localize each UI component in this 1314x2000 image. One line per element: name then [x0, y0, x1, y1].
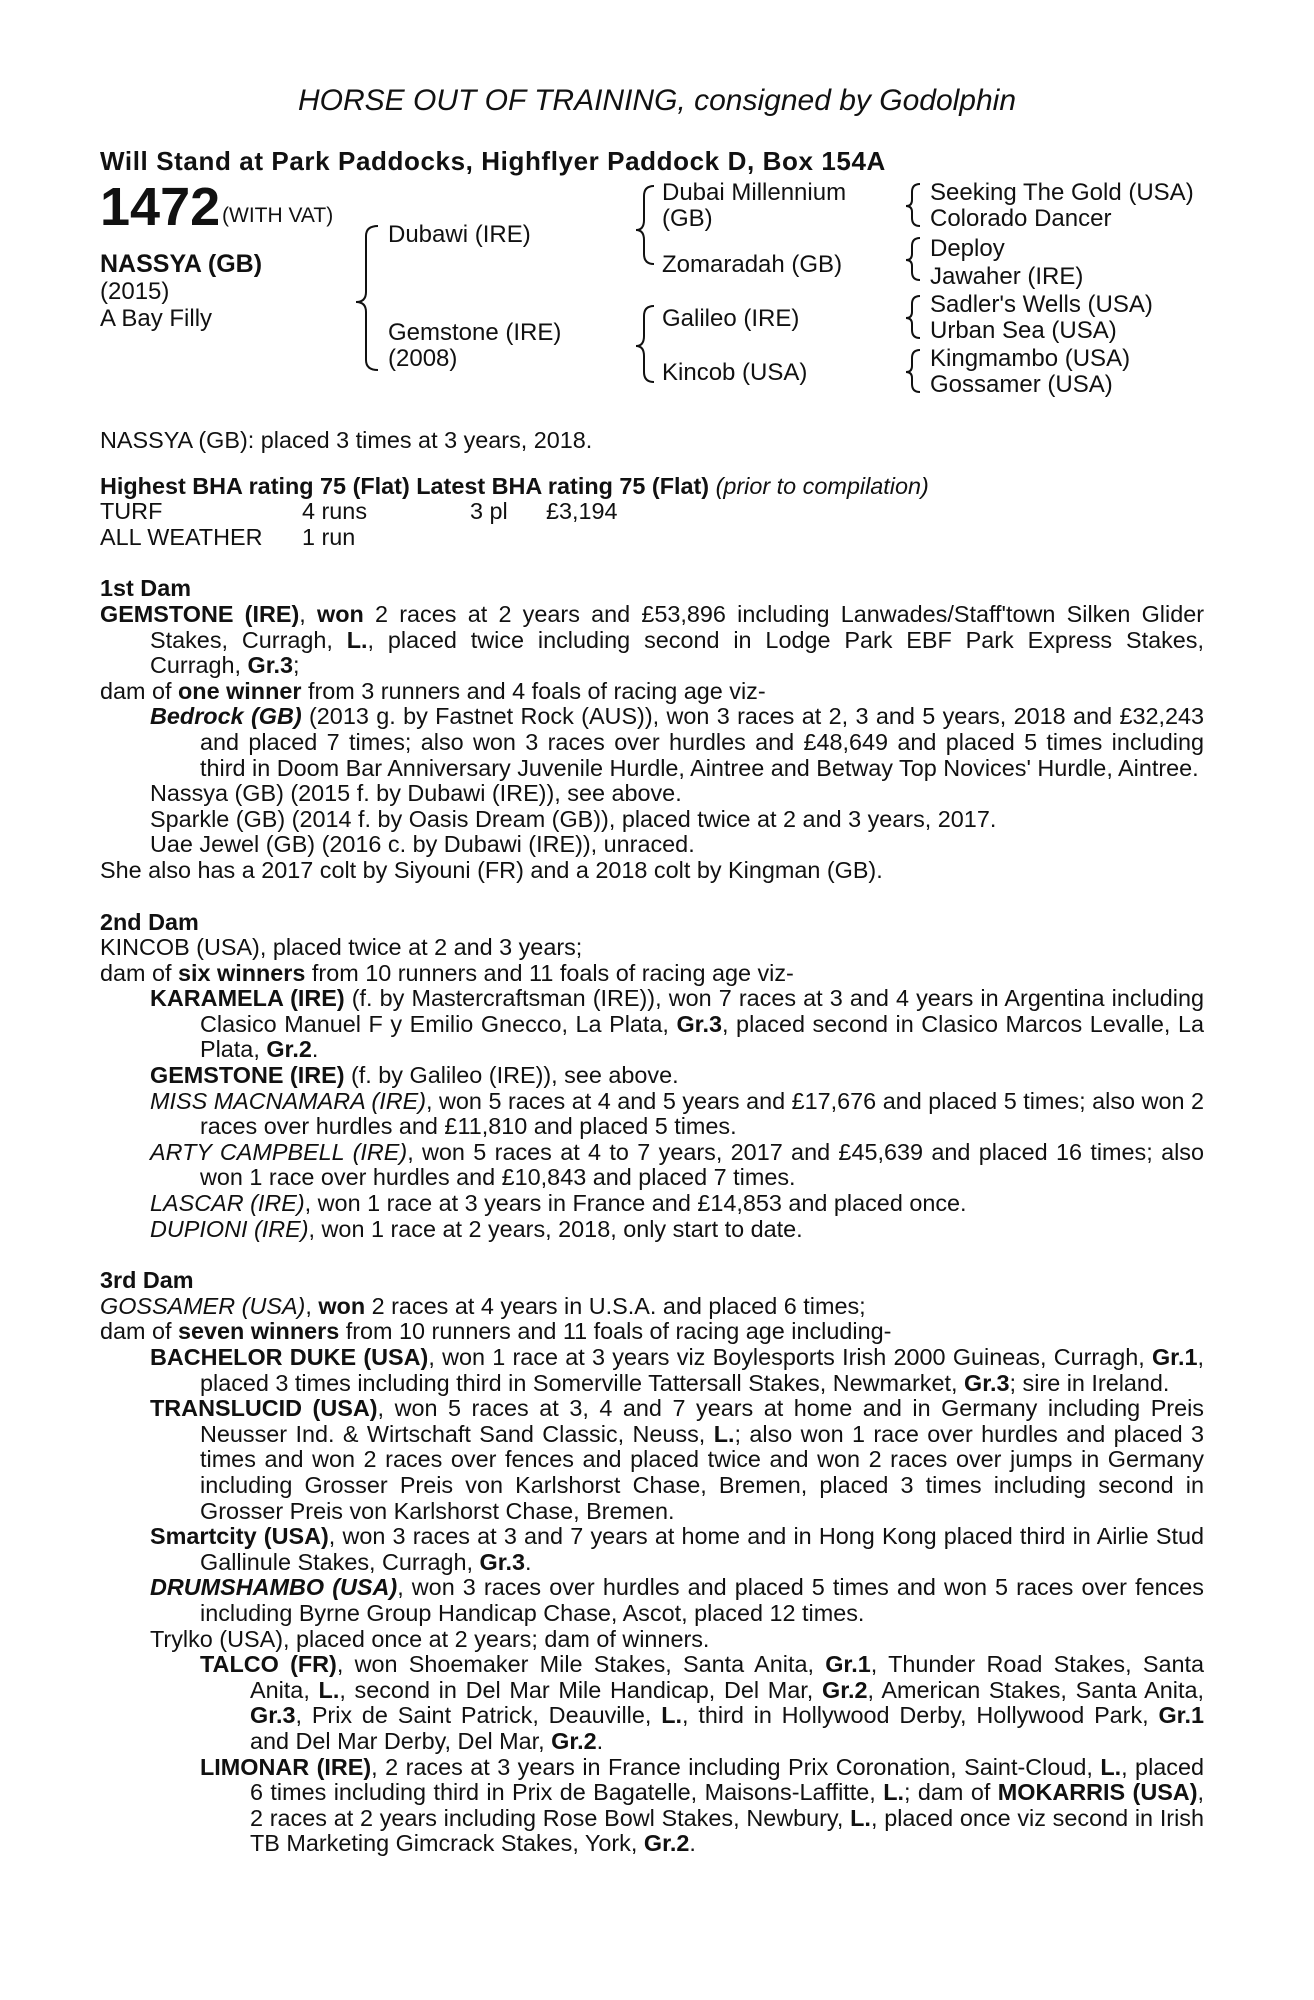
dam3-grandfoal-2-end: . [689, 1830, 696, 1857]
dam1-foal-3: Sparkle (GB) (2014 f. by Oasis Dream (GB)), placed twice at 2 and 3 years, 2017. [150, 805, 997, 832]
dam-sire-sire: Sadler's Wells (USA) [930, 291, 1153, 318]
dam3-foal-4-text: , won 3 races over hurdles and placed 5 times and won 5 races over fences including Byrne Group Handicap Chase, Ascot, placed 12 times. [200, 1574, 1204, 1626]
dam3-grandfoal-2-e: , placed once viz second in Irish TB Marketing Gimcrack Stakes, York, [250, 1804, 1205, 1857]
dam3-foal-3-grade: Gr.3 [479, 1548, 526, 1575]
lot-number: 1472 [100, 177, 221, 237]
dam3-grandfoal-1-b: , Thunder Road Stakes, Santa Anita, [250, 1651, 1205, 1703]
dam-dam-sire: Kingmambo (USA) [930, 345, 1131, 372]
sire-sire-dam: Colorado Dancer [930, 205, 1112, 232]
dam2-record: KINCOB (USA), placed twice at 2 and 3 years; [100, 934, 583, 961]
dam2-dam-of: dam of [100, 959, 179, 986]
dam3-grandfoal-1-f: , third in Hollywood Derby, Hollywood Park, [682, 1702, 1159, 1729]
dam1-foal-1-text: (2013 g. by Fastnet Rock (AUS)), won 3 races at 2, 3 and 5 years, 2018 and £32,243 and placed 7 times; also won 3 races over hurdles and £48,649 and placed 5 times including third in Doom Bar Anniversary Juvenile Hurdle, Aintree and Betway Top Novices' Hurdle, Aintree. [200, 703, 1204, 781]
dam3-foal-5: Trylko (USA), placed once at 2 years; dam of winners. [150, 1625, 710, 1652]
dam3-foal-1-text2: , placed 3 times including third in Somerville Tattersall Stakes, Newmarket, [200, 1344, 1204, 1396]
dam3-grandfoal-1-end: . [596, 1727, 604, 1754]
stand-location: Will Stand at Park Paddocks, Highflyer Paddock D, Box 154A [100, 146, 886, 176]
dam3-grandfoal-1-g: and Del Mar Derby, Del Mar, [250, 1727, 552, 1754]
sire-sire: Dubai Millennium [662, 179, 847, 206]
dam3-foal-2 [100, 1396, 1204, 1524]
dam1-text2: , placed twice including second in Lodge Park EBF Park Express Stakes, Curragh, [150, 626, 1204, 679]
rating-note: (prior to compilation) [715, 472, 929, 499]
dam: Gemstone (IRE) [388, 319, 562, 346]
dam2-foal-4 [100, 1140, 1204, 1191]
dam3-foal-1-grade2: Gr.3 [964, 1369, 1010, 1396]
sire-dam: Zomaradah (GB) [662, 251, 843, 278]
dam3-heading: 3rd Dam [100, 1267, 194, 1294]
dam1-comma: , [299, 600, 317, 627]
turf-placed: 3 pl [470, 498, 508, 525]
bracket-sire [636, 186, 654, 264]
sire: Dubawi (IRE) [388, 221, 531, 248]
dam2-foal-5-text: , won 1 race at 3 years in France and £14,853 and placed once. [304, 1190, 967, 1217]
rating-line [100, 474, 1204, 500]
turf-runs: 4 runs [302, 498, 368, 525]
dam1-dam-of: dam of [100, 677, 179, 704]
vat-note: (WITH VAT) [222, 204, 334, 227]
aw-row [100, 525, 1204, 551]
dam1-winners: one winner [178, 677, 302, 704]
dam2-heading: 2nd Dam [100, 908, 199, 935]
dam3-foal-3-name: Smartcity (USA) [150, 1523, 329, 1550]
dam2-foal-2-name: GEMSTONE (IRE) [150, 1062, 345, 1089]
page-title: HORSE OUT OF TRAINING, consigned by Godolphin [297, 84, 1017, 117]
dam2-foal-5-name: LASCAR (IRE) [150, 1190, 305, 1217]
sire-dam-dam: Jawaher (IRE) [930, 263, 1084, 290]
dam3-grandfoal-1-grade1: Gr.1 [825, 1651, 871, 1678]
dam3-won: won [318, 1292, 366, 1319]
dam2-foal-6-name: DUPIONI (IRE) [150, 1215, 309, 1242]
dam2-foal-6-text: , won 1 race at 2 years, 2018, only start to date. [308, 1215, 803, 1242]
dam2-foal-2 [100, 1063, 1204, 1089]
dam1-text: 2 races at 2 years and £53,896 including Lanwades/Staff'town Silken Glider Stakes, Curragh, [150, 600, 1205, 653]
aw-label: ALL WEATHER [100, 523, 263, 550]
bracket-ss [906, 184, 920, 226]
dam-dam: Kincob (USA) [662, 359, 808, 386]
sire-sire-suffix: (GB) [662, 205, 713, 232]
dam3-grandfoal-1-c: , second in Del Mar Mile Handicap, Del Mar, [339, 1676, 822, 1703]
dam3-grandfoal-2-d: , 2 races at 2 years including Rose Bowl Stakes, Newbury, [250, 1779, 1204, 1831]
aw-runs: 1 run [302, 523, 356, 550]
dam-sire-dam: Urban Sea (USA) [930, 317, 1117, 344]
dam2-produce-rest: from 10 runners and 11 foals of racing age viz- [305, 959, 794, 986]
bracket-dam [636, 306, 654, 382]
dam1-also-has: She also has a 2017 colt by Siyouni (FR) and a 2018 colt by Kingman (GB). [100, 856, 883, 883]
dam3-grandfoal-2-listed3: L. [850, 1804, 871, 1831]
dam3-foal-1-grade: Gr.1 [1151, 1344, 1198, 1370]
dam3-foal-2-listed: L. [713, 1420, 735, 1447]
dam2-foal-4-name: ARTY CAMPBELL (IRE) [150, 1138, 408, 1165]
dam3-produce-rest: from 10 runners and 11 foals of racing age including- [339, 1318, 892, 1345]
dam3-foal-4-name: DRUMSHAMBO (USA) [150, 1574, 398, 1601]
dam-year: (2008) [388, 345, 458, 372]
turf-label: TURF [100, 498, 163, 525]
dam2-foal-3-name: MISS MACNAMARA (IRE) [150, 1087, 426, 1114]
dam3-produce [100, 1319, 1204, 1345]
dam3-dam-of: dam of [100, 1318, 179, 1345]
dam3-grandfoal-1-d: , American Stakes, Santa Anita, [867, 1676, 1204, 1703]
turf-earnings: £3,194 [546, 498, 618, 525]
dam3-grandfoal-1-grade5: Gr.2 [551, 1727, 597, 1754]
dam1-foal-1-name: Bedrock (GB) [150, 703, 302, 730]
dam3-foal-4 [100, 1575, 1204, 1626]
dam2-foal-1 [100, 986, 1204, 1063]
dam3-foal-1-name: BACHELOR DUKE (USA) [150, 1344, 429, 1370]
dam3-grandfoal-1-listed: L. [318, 1676, 340, 1703]
dam3-name: GOSSAMER (USA) [100, 1292, 306, 1319]
dam3-grandfoal-1-grade4: Gr.1 [1158, 1702, 1204, 1729]
dam2-foal-3-text: , won 5 races at 4 and 5 years and £17,676 and placed 5 times; also won 2 races over hurdles and £11,810 and placed 5 times. [200, 1087, 1205, 1140]
placed-summary: NASSYA (GB): placed 3 times at 3 years, 2018. [100, 427, 593, 453]
dam3-grandfoal-1-e: , Prix de Saint Patrick, Deauville, [295, 1702, 662, 1729]
dam1-foal-2: Nassya (GB) (2015 f. by Dubawi (IRE)), see above. [150, 780, 682, 807]
dam2-winners: six winners [178, 959, 306, 986]
dam3-foal-2-name: TRANSLUCID (USA) [150, 1395, 378, 1422]
dam3-foal-3-end: . [525, 1548, 532, 1575]
sire-sire-sire: Seeking The Gold (USA) [930, 179, 1194, 206]
dam3-grandfoal-2-a: , 2 races at 3 years in France including Prix Coronation, Saint-Cloud, [371, 1753, 1101, 1780]
dam2-foal-3 [100, 1089, 1204, 1140]
dam3-grandfoal-1-a: , won Shoemaker Mile Stakes, Santa Anita, [336, 1651, 826, 1678]
bracket-sd [906, 238, 920, 280]
dam3-grandfoal-2-listed: L. [1100, 1753, 1122, 1780]
dam3-grandfoal-2 [100, 1755, 1204, 1857]
bracket-dd [906, 350, 920, 392]
dam3-comma: , [305, 1292, 319, 1319]
bracket-ds [906, 296, 920, 338]
dam3-grandfoal-2-c: ; dam of [904, 1779, 998, 1806]
dam3-grandfoal-1-grade2: Gr.2 [822, 1676, 868, 1703]
dam-dam-dam: Gossamer (USA) [930, 371, 1113, 398]
dam3-grandfoal-1-grade3: Gr.3 [250, 1702, 296, 1729]
dam2-foal-1-grade: Gr.3 [676, 1010, 722, 1037]
dam2-foal-4-text: , won 5 races at 4 to 7 years, 2017 and £45,639 and placed 16 times; also won 1 race over hurdles and £10,843 and placed 7 times. [200, 1138, 1204, 1191]
dam1-listed: L. [346, 626, 368, 653]
dam2-produce [100, 961, 1204, 987]
dam3-grandfoal-2-grade: Gr.2 [643, 1830, 690, 1857]
dam3-grandfoal-2-listed2: L. [883, 1779, 904, 1806]
dam1-heading: 1st Dam [100, 575, 192, 602]
dam2-foal-2-text: (f. by Galileo (IRE)), see above. [344, 1062, 679, 1089]
rating-bold: Highest BHA rating 75 (Flat) Latest BHA rating 75 (Flat) [100, 472, 710, 499]
dam1-foal-1 [100, 704, 1204, 781]
bracket-main [356, 226, 378, 370]
dam3-foal-2-text2: ; also won 1 race over hurdles and placed 3 times and won 2 races over fences and placed twice and won 2 races over jumps in Germany including Grosser Preis von Karlshorst Chase, Bremen, placed 3 times including second in Grosser Preis von Karlshorst Chase, Bremen. [200, 1420, 1204, 1524]
dam3-foal-1-text: , won 1 race at 3 years viz Boylesports Irish 2000 Guineas, Curragh, [428, 1344, 1152, 1370]
dam1-won: won [317, 600, 364, 627]
dam1-record [100, 602, 1204, 679]
dam2-foal-1-name: KARAMELA (IRE) [150, 985, 345, 1012]
dam3-grandfoal-1-name: TALCO (FR) [200, 1651, 337, 1678]
dam1-foal-4: Uae Jewel (GB) (2016 c. by Dubawi (IRE)), unraced. [150, 831, 695, 858]
dam3-text: 2 races at 4 years in U.S.A. and placed 6 times; [365, 1292, 866, 1319]
dam2-foal-1-text2: , placed second in Clasico Marcos Levalle, La Plata, [200, 1010, 1204, 1063]
dam3-grandfoal-2-b: , placed 6 times including third in Prix de Bagatelle, Maisons-Laffitte, [250, 1753, 1204, 1806]
turf-row [100, 499, 1204, 525]
dam2-foal-1-grade2: Gr.2 [266, 1036, 312, 1063]
dam3-grandfoal-1-listed2: L. [661, 1702, 683, 1729]
horse-name: NASSYA (GB) [100, 250, 263, 278]
dam3-grandfoal-2-name: LIMONAR (IRE) [200, 1753, 372, 1780]
sire-dam-sire: Deploy [930, 235, 1005, 262]
dam3-record [100, 1294, 1204, 1320]
dam3-foal-1-end: ; sire in Ireland. [1009, 1369, 1170, 1396]
dam1-name: GEMSTONE (IRE) [100, 600, 300, 627]
dam3-winners: seven winners [178, 1318, 340, 1345]
dam1-produce [100, 679, 1204, 705]
dam2-foal-1-text: (f. by Mastercraftsman (IRE)), won 7 races at 3 and 4 years in Argentina including Clasico Manuel F y Emilio Gnecco, La Plata, [200, 985, 1204, 1037]
dam-sire: Galileo (IRE) [662, 305, 800, 332]
dam3-foal-3-text: , won 3 races at 3 and 7 years at home and in Hong Kong placed third in Airlie Stud Gallinule Stakes, Curragh, [200, 1523, 1204, 1575]
dam3-foal-2-text: , won 5 races at 3, 4 and 7 years at home and in Germany including Preis Neusser Ind. & Wirtschaft Sand Classic, Neuss, [200, 1395, 1204, 1447]
catalogue-body [100, 428, 1204, 1857]
dam2-foal-6 [100, 1217, 1204, 1243]
dam2-foal-1-end: . [311, 1036, 319, 1063]
horse-year: (2015) [100, 278, 170, 305]
horse-description: A Bay Filly [100, 305, 213, 332]
dam1-end: ; [293, 652, 300, 679]
dam2-foal-5 [100, 1191, 1204, 1217]
dam3-grandfoal-2-produce-name: MOKARRIS (USA) [997, 1779, 1198, 1806]
dam1-produce-rest: from 3 runners and 4 foals of racing age viz- [301, 677, 766, 704]
dam3-foal-3 [100, 1524, 1204, 1575]
dam1-grade: Gr.3 [247, 652, 294, 679]
dam3-grandfoal-1 [100, 1652, 1204, 1754]
dam3-foal-1 [100, 1345, 1204, 1396]
